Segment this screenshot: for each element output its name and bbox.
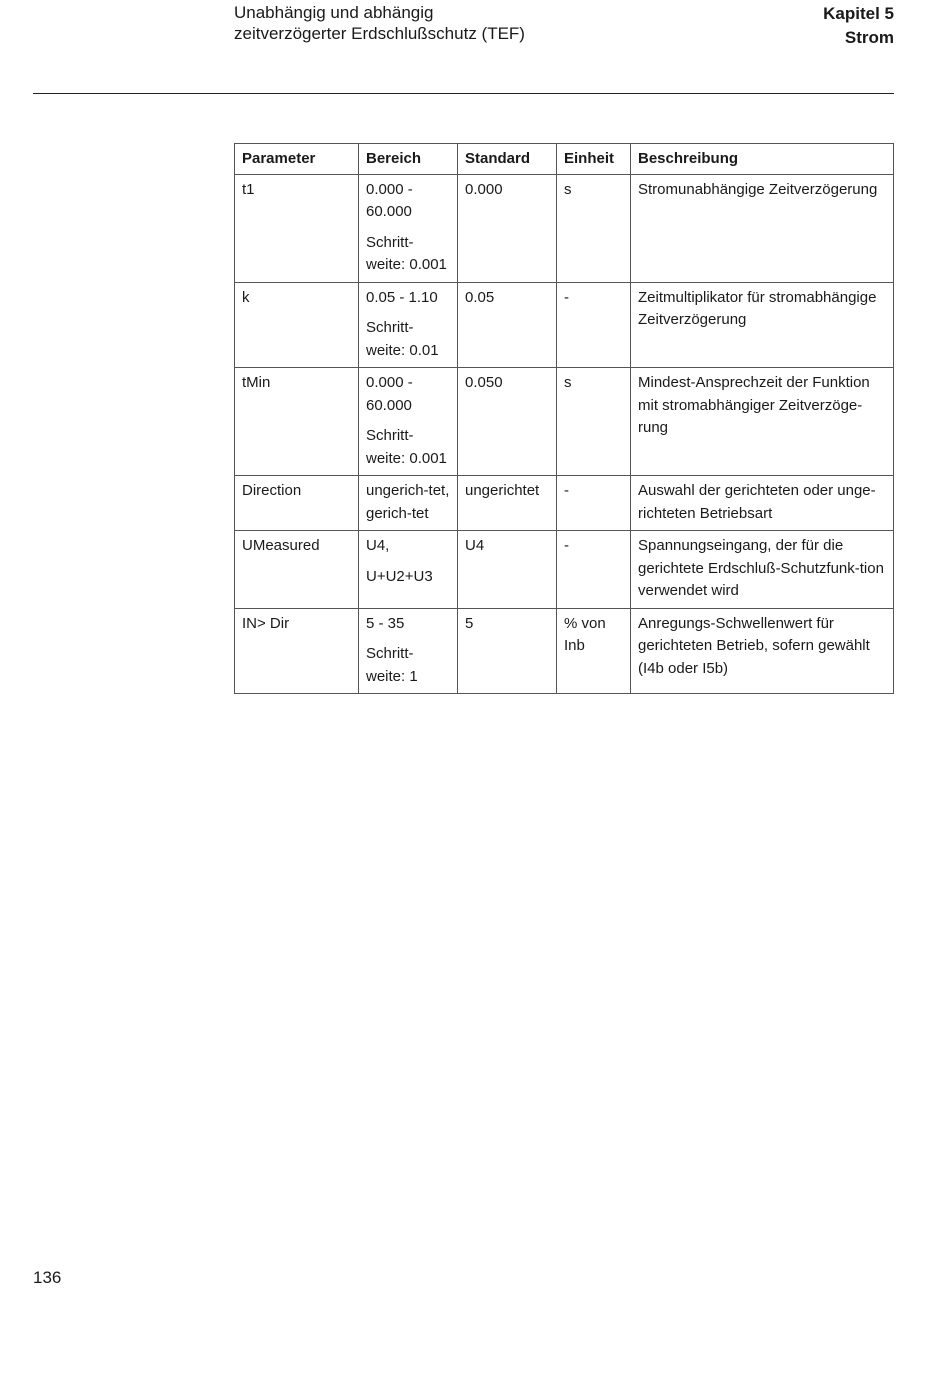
cell-range: [359, 476, 458, 531]
cell-unit: % von Inb: [557, 608, 631, 694]
chapter-header: [823, 2, 894, 50]
table-row: [235, 608, 894, 694]
page-number: 136: [33, 1268, 62, 1287]
range-text: Schritt-weite: 0.001: [366, 233, 447, 273]
cell-standard: U4: [458, 531, 557, 609]
range-text: U4,: [366, 537, 390, 554]
header-title-line1: Unabhängig und abhängig: [234, 3, 434, 22]
cell-description: Mindest-Ansprechzeit der Funktion mit stromabhängiger Zeitverzöge-rung: [631, 368, 894, 476]
cell-parameter: Direction: [235, 476, 359, 531]
header-divider: [33, 93, 894, 94]
cell-standard: 0.050: [458, 368, 557, 476]
cell-description: Anregungs-Schwellenwert für gerichteten Betrieb, sofern gewählt (I4b oder I5b): [631, 608, 894, 694]
range-text: U+U2+U3: [366, 567, 433, 585]
cell-standard: 0.05: [458, 282, 557, 368]
cell-range: [359, 174, 458, 282]
cell-unit: -: [557, 531, 631, 609]
parameter-table: [234, 143, 894, 694]
range-text: Schritt-weite: 1: [366, 645, 418, 685]
range-text: 0.000 - 60.000: [366, 374, 413, 414]
chapter-number: Kapitel 5: [823, 4, 894, 23]
table-row: [235, 282, 894, 368]
cell-range: [359, 608, 458, 694]
range-text: 0.000 - 60.000: [366, 180, 413, 220]
cell-parameter: t1: [235, 174, 359, 282]
cell-parameter: IN> Dir: [235, 608, 359, 694]
column-header-description: Beschreibung: [631, 144, 894, 175]
table-row: [235, 476, 894, 531]
column-header-unit: Einheit: [557, 144, 631, 175]
cell-standard: 5: [458, 608, 557, 694]
range-text: 0.05 - 1.10: [366, 288, 438, 306]
cell-range: [359, 282, 458, 368]
table-row: [235, 174, 894, 282]
cell-description: Stromunabhängige Zeitverzögerung: [631, 174, 894, 282]
cell-standard: 0.000: [458, 174, 557, 282]
table-row: [235, 368, 894, 476]
cell-description: Zeitmultiplikator für stromabhängige Zeitverzögerung: [631, 282, 894, 368]
cell-description: Spannungseingang, der für die gerichtete Erdschluß-Schutzfunk-tion verwendet wird: [631, 531, 894, 609]
range-text: Schritt-weite: 0.01: [366, 319, 439, 359]
cell-unit: -: [557, 282, 631, 368]
cell-unit: s: [557, 368, 631, 476]
header-title-line2: zeitverzögerter Erdschlußschutz (TEF): [234, 24, 525, 43]
range-text: ungerich-tet, gerich-tet: [366, 482, 450, 522]
cell-parameter: k: [235, 282, 359, 368]
cell-range: [359, 531, 458, 609]
running-header: [234, 2, 525, 44]
column-header-range: Bereich: [359, 144, 458, 175]
cell-parameter: UMeasured: [235, 531, 359, 609]
cell-range: [359, 368, 458, 476]
cell-description: Auswahl der gerichteten oder unge-richteten Betriebsart: [631, 476, 894, 531]
chapter-name: Strom: [844, 28, 894, 47]
cell-standard: ungerichtet: [458, 476, 557, 531]
range-text: Schritt-weite: 0.001: [366, 427, 447, 467]
cell-unit: -: [557, 476, 631, 531]
range-text: 5 - 35: [366, 614, 405, 632]
column-header-parameter: Parameter: [235, 144, 359, 175]
column-header-standard: Standard: [458, 144, 557, 175]
table-row: [235, 531, 894, 609]
table-body: [235, 174, 894, 694]
cell-parameter: tMin: [235, 368, 359, 476]
table-header-row: [235, 144, 894, 175]
cell-unit: s: [557, 174, 631, 282]
